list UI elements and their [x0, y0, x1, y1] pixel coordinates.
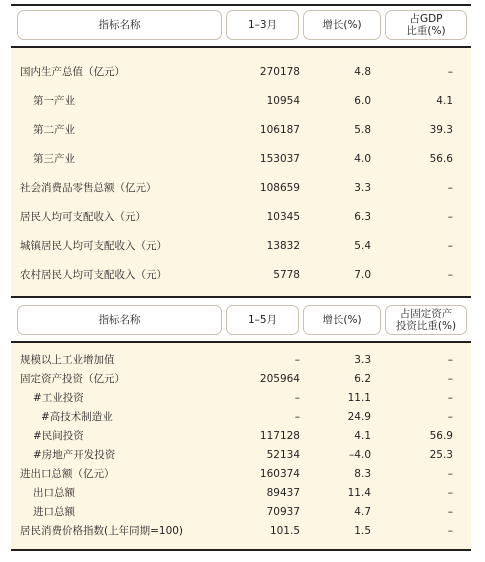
row-growth: 6.2 [354, 373, 371, 385]
row-growth: 5.8 [354, 124, 371, 136]
row-share: – [447, 211, 453, 223]
row-value: – [294, 354, 300, 366]
table2-header-growth: 增长(%) [303, 305, 381, 335]
row-growth: 4.7 [354, 506, 371, 518]
row-value: 10954 [266, 95, 300, 107]
table2-header [11, 301, 471, 339]
row-share: 56.9 [429, 430, 453, 442]
row-value: 108659 [259, 182, 300, 194]
row-value: 13832 [266, 240, 300, 252]
row-label: 固定资产投资（亿元） [20, 373, 125, 385]
table2-header-name: 指标名称 [17, 305, 222, 335]
row-label: 第三产业 [33, 153, 75, 165]
row-growth: 7.0 [354, 269, 371, 281]
row-growth: 6.3 [354, 211, 371, 223]
row-value: – [294, 411, 300, 423]
table-row [11, 485, 471, 501]
table1-header-rule [11, 46, 471, 48]
row-label: #民间投资 [33, 430, 84, 442]
row-value: 106187 [259, 124, 300, 136]
row-growth: 8.3 [354, 468, 371, 480]
row-value: 101.5 [269, 525, 300, 537]
row-growth: 4.1 [354, 430, 371, 442]
row-value: 10345 [266, 211, 300, 223]
row-growth: 3.3 [354, 182, 371, 194]
table2-header-period: 1–5月 [226, 305, 299, 335]
row-label: 城镇居民人均可支配收入（元） [20, 240, 167, 252]
table2-header-rule [11, 341, 471, 343]
row-label: 居民消费价格指数(上年同期=100) [20, 525, 184, 537]
table-row [11, 122, 471, 138]
row-growth: 3.3 [354, 354, 371, 366]
row-value: 52134 [266, 449, 300, 461]
row-label: 社会消费品零售总额（亿元） [20, 182, 157, 194]
row-label: 出口总额 [33, 487, 75, 499]
table-row [11, 390, 471, 406]
row-share: – [447, 411, 453, 423]
table2-bottom-rule [11, 549, 471, 551]
table1-header [11, 6, 471, 44]
table-row [11, 180, 471, 196]
row-growth: 24.9 [347, 411, 371, 423]
table-row [11, 151, 471, 167]
row-label: 第一产业 [33, 95, 75, 107]
table1-header-share: 占GDP 比重(%) [385, 10, 467, 40]
table-row [11, 523, 471, 539]
row-share: – [447, 392, 453, 404]
row-label: 国内生产总值（亿元） [20, 66, 125, 78]
table-row [11, 209, 471, 225]
row-growth: 6.0 [354, 95, 371, 107]
table-row [11, 267, 471, 283]
row-share: 4.1 [436, 95, 453, 107]
row-growth: –4.0 [349, 449, 371, 461]
row-growth: 11.4 [347, 487, 371, 499]
table-row [11, 409, 471, 425]
row-value: 70937 [266, 506, 300, 518]
row-value: 153037 [259, 153, 300, 165]
row-share: – [447, 373, 453, 385]
row-growth: 4.0 [354, 153, 371, 165]
row-label: #房地产开发投资 [33, 449, 116, 461]
row-value: 117128 [259, 430, 300, 442]
row-share: – [447, 66, 453, 78]
row-value: 5778 [273, 269, 300, 281]
row-share: – [447, 525, 453, 537]
table-row [11, 447, 471, 463]
table1-bottom-rule [11, 296, 471, 298]
row-share: 25.3 [429, 449, 453, 461]
row-value: – [294, 392, 300, 404]
row-share: – [447, 240, 453, 252]
row-label: 第二产业 [33, 124, 75, 136]
row-label: 进口总额 [33, 506, 75, 518]
row-growth: 1.5 [354, 525, 371, 537]
table-row [11, 238, 471, 254]
table-row [11, 352, 471, 368]
table1-body [11, 48, 471, 296]
table-row [11, 371, 471, 387]
row-growth: 4.8 [354, 66, 371, 78]
row-share: 56.6 [429, 153, 453, 165]
row-share: – [447, 468, 453, 480]
table2-header-share: 占固定资产 投资比重(%) [385, 305, 467, 335]
table1-header-period: 1–3月 [226, 10, 299, 40]
row-value: 160374 [259, 468, 300, 480]
row-label: #工业投资 [33, 392, 84, 404]
table-row [11, 64, 471, 80]
table-row [11, 428, 471, 444]
table1-header-growth: 增长(%) [303, 10, 381, 40]
row-growth: 5.4 [354, 240, 371, 252]
row-value: 270178 [259, 66, 300, 78]
row-label: 进出口总额（亿元） [20, 468, 115, 480]
table-row [11, 466, 471, 482]
row-value: 89437 [266, 487, 300, 499]
row-label: #高技术制造业 [41, 411, 113, 423]
row-label: 规模以上工业增加值 [20, 354, 115, 366]
row-value: 205964 [259, 373, 300, 385]
row-growth: 11.1 [347, 392, 371, 404]
table-row [11, 93, 471, 109]
row-share: – [447, 506, 453, 518]
row-share: – [447, 487, 453, 499]
row-label: 农村居民人均可支配收入（元） [20, 269, 167, 281]
row-share: 39.3 [429, 124, 453, 136]
row-share: – [447, 269, 453, 281]
row-share: – [447, 182, 453, 194]
row-share: – [447, 354, 453, 366]
row-label: 居民人均可支配收入（元） [20, 211, 146, 223]
table-row [11, 504, 471, 520]
table1-header-name: 指标名称 [17, 10, 222, 40]
